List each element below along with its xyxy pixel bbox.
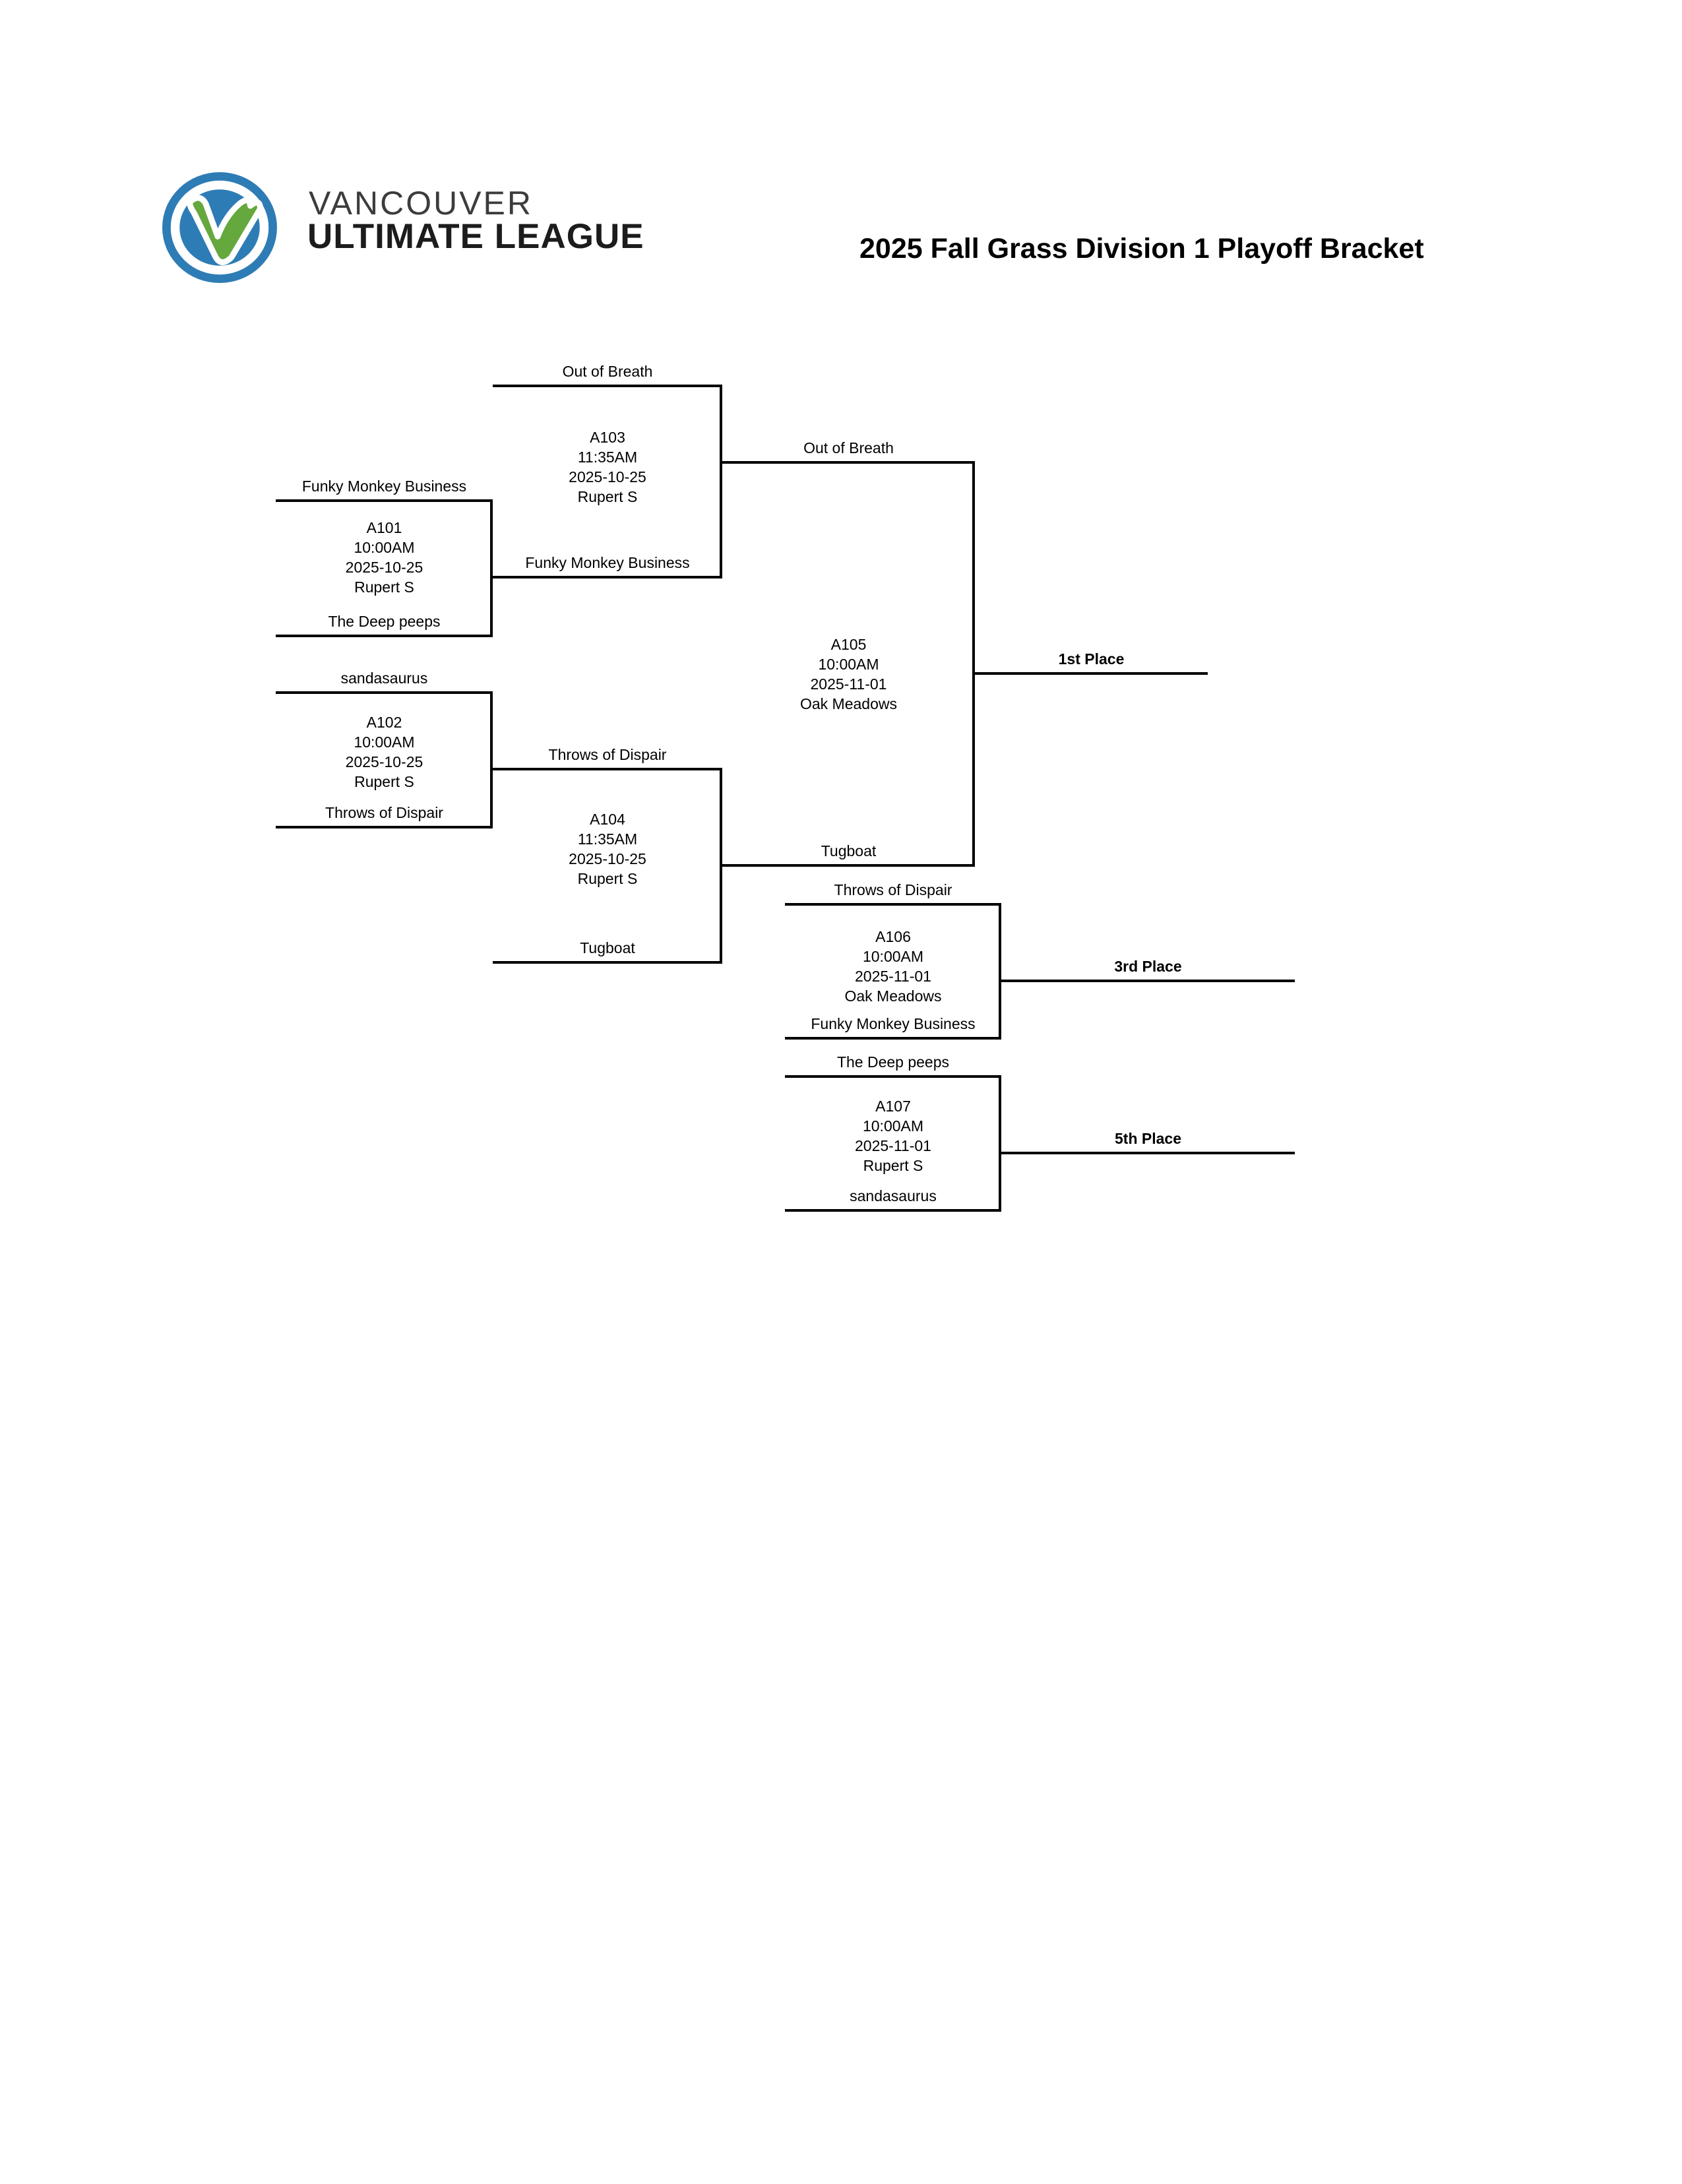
match-a101-info — [276, 518, 493, 597]
fifth-place-line — [1001, 1152, 1295, 1154]
match-a104-time: 11:35AM — [577, 830, 638, 848]
match-a106-top-line — [785, 903, 1001, 906]
match-a104-id: A104 — [590, 811, 625, 828]
match-a103-connector-line — [720, 385, 722, 578]
match-a103-id: A103 — [590, 429, 625, 446]
match-a102-top-line — [276, 691, 493, 694]
match-a105-bottom-team: Tugboat — [821, 842, 877, 859]
match-a103-bottom-line — [493, 576, 722, 578]
match-a101-bottom-team: The Deep peeps — [328, 613, 441, 630]
match-a104-top-line — [493, 768, 722, 770]
match-a107-id: A107 — [875, 1098, 911, 1115]
page-title: 2025 Fall Grass Division 1 Playoff Bracket — [859, 233, 1424, 265]
match-a102-id: A102 — [366, 714, 402, 731]
match-a104-venue: Rupert S — [577, 870, 638, 887]
match-a103-time: 11:35AM — [577, 449, 638, 466]
match-a106-bottom-line — [785, 1037, 1001, 1040]
match-a101-bottom-line — [276, 635, 493, 637]
match-a103-date: 2025-10-25 — [569, 468, 646, 485]
first-place-line — [975, 672, 1208, 675]
match-a105-bottom-line — [722, 864, 975, 867]
third-place-line — [1001, 980, 1295, 982]
match-a107-info — [785, 1096, 1001, 1175]
first-place-label: 1st Place — [1058, 650, 1125, 668]
match-a102-info — [276, 712, 493, 792]
match-a103-bottom-team: Funky Monkey Business — [525, 554, 690, 571]
match-a104-date: 2025-10-25 — [569, 850, 646, 867]
match-a103-venue: Rupert S — [577, 488, 638, 505]
logo-wordmark-vancouver: VANCOUVER — [309, 185, 534, 222]
match-a102-date: 2025-10-25 — [345, 753, 423, 770]
match-a105-info — [722, 635, 975, 714]
vul-logo-icon — [158, 168, 281, 287]
match-a105-top-team: Out of Breath — [803, 439, 894, 456]
third-place-label: 3rd Place — [1114, 958, 1182, 975]
match-a104-bottom-line — [493, 961, 722, 964]
match-a102-bottom-line — [276, 826, 493, 828]
match-a103-top-team: Out of Breath — [562, 363, 653, 380]
match-a106-id: A106 — [875, 928, 911, 945]
match-a101-id: A101 — [366, 519, 402, 536]
match-a107-time: 10:00AM — [862, 1117, 924, 1135]
match-a107-venue: Rupert S — [863, 1157, 923, 1174]
match-a106-top-team: Throws of Dispair — [834, 881, 952, 898]
match-a102-venue: Rupert S — [354, 773, 414, 790]
match-a105-id: A105 — [830, 636, 867, 653]
logo-wordmark-ultimate-league: ULTIMATE LEAGUE — [307, 217, 644, 256]
match-a106-time: 10:00AM — [862, 948, 924, 965]
match-a104-info — [493, 809, 722, 889]
match-a105-top-line — [722, 461, 975, 464]
match-a103-top-line — [493, 385, 722, 387]
match-a101-time: 10:00AM — [354, 539, 415, 556]
match-a105-time: 10:00AM — [818, 656, 879, 673]
match-a107-date: 2025-11-01 — [855, 1137, 931, 1154]
match-a106-venue: Oak Meadows — [844, 987, 942, 1005]
match-a104-top-team: Throws of Dispair — [548, 746, 667, 763]
match-a106-date: 2025-11-01 — [855, 968, 931, 985]
fifth-place-label: 5th Place — [1115, 1130, 1181, 1147]
match-a105-venue: Oak Meadows — [799, 695, 897, 712]
match-a107-top-line — [785, 1075, 1001, 1078]
match-a107-bottom-team: sandasaurus — [850, 1187, 937, 1204]
match-a106-info — [785, 927, 1001, 1006]
match-a102-time: 10:00AM — [354, 733, 415, 751]
match-a104-bottom-team: Tugboat — [580, 939, 635, 956]
match-a107-bottom-line — [785, 1209, 1001, 1212]
match-a102-top-team: sandasaurus — [340, 670, 428, 687]
match-a101-venue: Rupert S — [354, 578, 414, 596]
match-a101-top-line — [276, 499, 493, 502]
match-a101-date: 2025-10-25 — [345, 559, 423, 576]
match-a101-top-team: Funky Monkey Business — [301, 478, 467, 495]
match-a105-date: 2025-11-01 — [810, 675, 887, 693]
match-a106-bottom-team: Funky Monkey Business — [811, 1015, 976, 1032]
match-a102-bottom-team: Throws of Dispair — [325, 804, 443, 821]
match-a103-info — [493, 427, 722, 507]
match-a107-top-team: The Deep peeps — [836, 1053, 950, 1071]
